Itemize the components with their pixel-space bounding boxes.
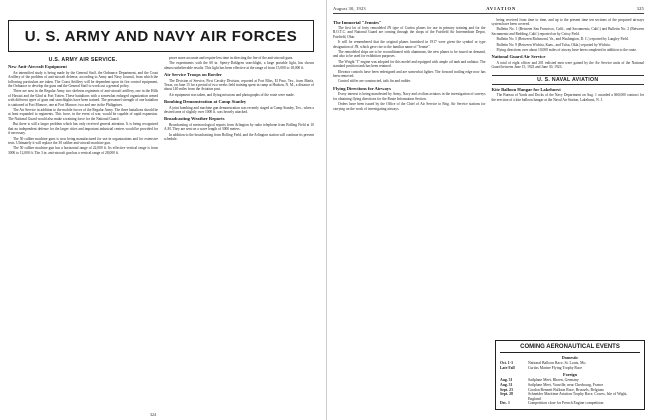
running-header <box>333 6 644 11</box>
naval-section-title: U. S. NAVAL AVIATION <box>492 75 645 85</box>
article-paragraph: Broadcasting of meteorological reports from Arlington by radio telephone from Bolling Field at 10 A.M. They are sent on a wave length of 3000 meters. <box>164 122 314 132</box>
article-heading: New Anti-Aircraft Equipment <box>8 64 67 70</box>
event-date: Aug. 31 <box>500 383 513 388</box>
event-title: Curtiss Marine Flying Trophy Race <box>528 365 583 370</box>
article-heading: Bombing Demonstration at Camp Stanley <box>164 99 247 105</box>
event-date: Sept. 23 <box>500 387 513 392</box>
article-paragraph: Flying directions over about 10,000 miles of airway have been completed in addition to the route. <box>496 48 637 53</box>
article-paragraph: Air equipment was taken, and flying missions and photographs of the route were made. <box>169 92 295 97</box>
article-paragraph: The first lot of forty remodeled JN type of Curtiss planes for use in primary training and for the R.O.T.C. and National Guard are coming through the shops of the Fairfield Air Intermediate Depot, Fairfield, Ohio. <box>333 26 486 39</box>
article-paragraph: An intensified study is being made by the General Staff, the Ordnance Department, and the Coast Artillery of the problem of anti-aircraft defense, according to Army and Navy Journal, from which the following particulars are taken. The Coast Artillery will be dependent upon its fire control equipment, the Ordnance to develop the guns and the General Staff to work out a general policy. <box>8 70 158 89</box>
event-date: Sept. 28 <box>500 392 513 397</box>
event-date: Aug. 31 <box>500 378 513 383</box>
article-paragraph: Control stiffer are constructed, tails fin and rudder. <box>338 79 411 84</box>
event-title: Competition close for French Engine competition <box>528 401 604 406</box>
article-paragraph: The Division of Service, First Cavalry Division, reported at Fort Bliss, El Paso, Tex., from Marfa, Texas, on June 15 for a period of two weeks field training spent in camp at Hudson, N. M., a distance of about 140 miles from the Aviation post. <box>164 78 314 92</box>
article-paragraph: In addition to the broadcasting from Bolling Field, and the Arlington station will continue its present schedule. <box>164 132 314 142</box>
left-columns <box>8 56 314 156</box>
article-paragraph: It will be remembered that the original planes furnished in 1917 were given the symbol or type designation of JN, which gave rise to the familiar name of "Jennie". <box>333 40 486 49</box>
event-date: Oct. 1-3 <box>500 361 513 366</box>
right-page <box>326 0 650 420</box>
header-rule <box>333 13 644 14</box>
article-heading: Flying Directions for Airways <box>333 85 391 91</box>
article-paragraph: The experiments with the 60 in. Sperry-Dahlgren searchlight, a large portable light, has shown almost unbelievable results. This light has been effective at the range of from 15,000 to 18,000 ft. <box>164 61 314 70</box>
section-title: U.S. ARMY AIR SERVICE. <box>48 57 118 63</box>
article-heading: Air Service Troops on Border <box>164 72 222 78</box>
naval-subhead: Kite Balloon Hangar for Lakehurst <box>491 87 561 93</box>
article-heading: The Immortal "Jennies" <box>333 19 382 25</box>
article-paragraph: A joint bombing and machine gun demonstration was recently staged at Camp Stanley, Tex., when a desired area of slightly over 1000 ft. was heavily attacked. <box>164 105 314 115</box>
left-column-2 <box>164 56 314 156</box>
article-heading: Broadcasting Weather Reports <box>164 116 225 122</box>
right-column-2 <box>492 18 645 112</box>
event-title: Gordon Bennett Balloon Race, Brussels, Belgium <box>528 387 604 392</box>
page-banner <box>8 20 314 52</box>
article-paragraph: Elevator controls have been redesigned and are somewhat lighter. The forward trailing edge now has been removed. <box>333 69 486 79</box>
event-row <box>500 392 640 401</box>
event-row <box>500 366 640 371</box>
article-paragraph: There are now in the Regular Army two skeleton regiments of anti-aircraft artillery, one in the Hills of Hawaii and the 62nd at Fort Totten. These battalions with a somewhat enlarged organization armed with different types of guns and searchlights have been trained. The personnel strength of one battalion is stationed at Fort Monroe, one at Fort Monroe, two and one in the Philippines. <box>8 89 158 107</box>
article-paragraph: Bulletin No. 1 (Between San Francisco, Calif., and Sacramento, Calif.) and Bulletin No. 2 (Between Sacramento and Redding, Calif.) reported on by Crissy Field. <box>491 27 644 36</box>
event-title: Schneider Maritime Aviation Trophy Race, Cowes, Isle of Wight, England <box>528 392 628 401</box>
article-paragraph: Orders have been issued by the Office of the Chief of Air Service to Brig. Air Service stations for carrying on the work of investigating airways. <box>333 102 486 111</box>
event-title: National Balloon Race, St. Louis, Mo. <box>528 361 587 366</box>
running-date: August 30, 1923 <box>333 6 366 11</box>
event-title: Sailplane Meet, Rhoen, Germany <box>528 378 579 383</box>
right-column-2-body <box>492 18 645 70</box>
events-foreign-label: Foreign <box>563 372 577 378</box>
article-paragraph: Bulletin No. 9 (Between Wichita, Kans., and Tulsa, Okla.) reported by Wichita. <box>496 42 611 47</box>
article-heading: National Guard Air Service <box>491 54 546 60</box>
article-paragraph: The 50 caliber machine guns is now being manufactured for use in organizations and for extensive tests. Ultimately it will replace the 30 caliber anti-aircraft machine gun. <box>8 136 158 145</box>
event-date: Late Fall <box>500 365 515 370</box>
article-paragraph: The Air Service in addition to the mobile forces of the Regular Army. The three battalions should be at least expanded to regiments. This force, in the event of war, would be capable of rapid expansion. The National Guard would also make a training force for the National Guard. <box>8 108 158 121</box>
event-date: Dec. 1 <box>500 401 510 406</box>
article-paragraph: The Wright "I" engine was adopted for this model and equipped with ample oil tank and radiator. The standard position tank has been retained. <box>333 59 486 69</box>
running-page: 325 <box>636 6 644 11</box>
banner-title: U. S. ARMY AND NAVY AIR FORCES <box>24 27 298 45</box>
coming-events-box <box>495 340 645 410</box>
article-paragraph: The remodeled ships are to be reconditioned with aluminum, the new planes to be issued on demand, and also to be used for exhibition purposes. <box>333 50 486 59</box>
events-foreign-list <box>500 378 640 406</box>
naval-text: The Bureau of Yards and Docks of the Navy Department on Aug. 1 awarded a $60,000 contract for the erection of a kite balloon hangar at the Naval Air Station, Lakehurst, N. J. <box>491 93 644 102</box>
left-folio: 324 <box>150 412 156 417</box>
event-title: Sailplane Meet, Vauville, near Cherbourg, France <box>528 383 604 388</box>
article-paragraph: But there is still a larger problem which has only received general attention. It is being recognized that no independent defense for the larger cities and important industrial centers would be provided for if necessary. <box>8 122 158 136</box>
running-title: AVIATION <box>486 6 517 11</box>
right-columns <box>333 18 644 112</box>
article-paragraph: The 50 caliber machine gun has a horizontal range of 22,000 ft. Its effective vertical range is from 3000 to 12,000 ft. The 3 in. anti-aircraft gun has a vertical range of 28,000 ft. <box>8 146 158 155</box>
article-paragraph: being received from time to time, and up to the present time ten sections of the proposed airways system have been covered. <box>491 17 644 26</box>
events-domestic-list <box>500 361 640 370</box>
article-paragraph: A total of eight officer and 201 enlisted men were gained by the Air Service units of the National Guard between June 15, 1923 and June 30, 1923. <box>491 60 644 70</box>
left-column-1 <box>8 56 158 156</box>
events-title: COMING AERONAUTICAL EVENTS <box>500 344 640 353</box>
events-domestic-label: Domestic <box>561 355 579 361</box>
article-paragraph: Bulletin No. 5 (Between Richmond, Va., and Washington, D. C.) reported by Langley Field. <box>496 37 629 42</box>
article-paragraph: prove more accurate and require less time in directing the fire of the anti-aircraft guns. <box>169 56 294 60</box>
right-column-1 <box>333 18 486 112</box>
article-paragraph: Every interest is being manifested by Army, Navy and civilian aviators in the investigation of surveys for obtaining flying directions for the Route Information Section. <box>333 92 486 101</box>
left-page <box>0 0 322 420</box>
event-row <box>500 401 640 406</box>
